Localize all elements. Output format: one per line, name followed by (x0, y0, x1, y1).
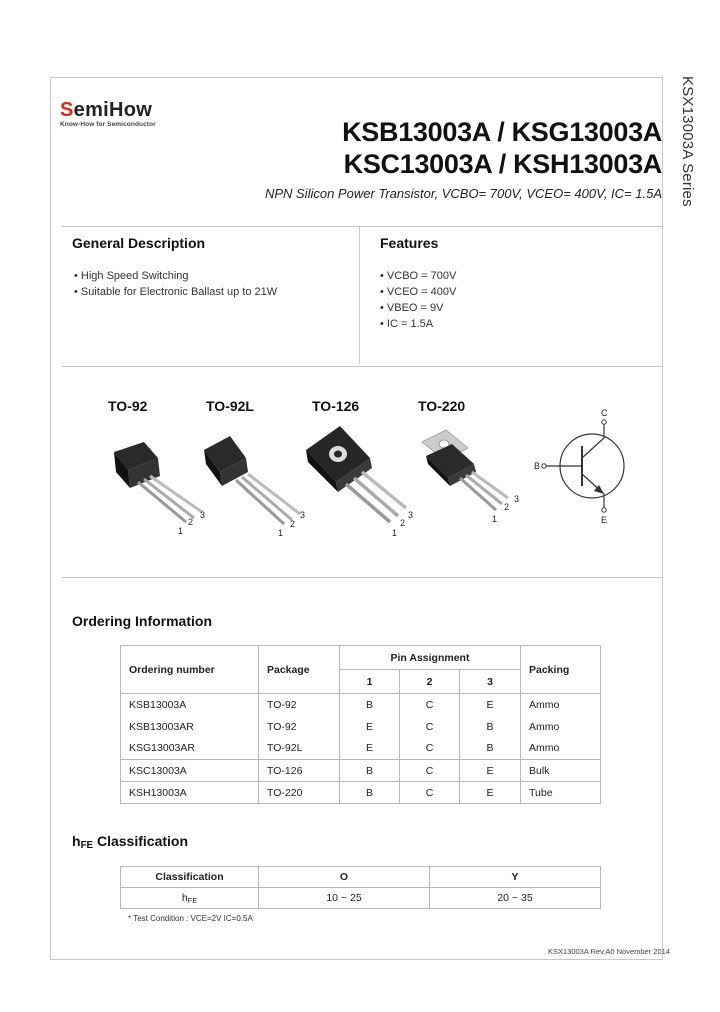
col-ordering-number: Ordering number (121, 646, 259, 694)
footer-revision: KSX13003A Rev.A0 November 2014 (547, 947, 670, 956)
cell: B (460, 738, 521, 760)
pin-label: 1 (392, 528, 398, 538)
cell: 20 ~ 35 (430, 888, 601, 909)
cell: E (460, 760, 521, 782)
package-label-to126: TO-126 (312, 398, 360, 414)
cell: E (340, 716, 400, 738)
col-package: Package (259, 646, 340, 694)
pin-label: 2 (400, 518, 406, 528)
collector-label: C (601, 408, 608, 418)
cell: 10 ~ 25 (259, 888, 430, 909)
cell: Bulk (521, 760, 601, 782)
cell: E (460, 782, 521, 804)
cell: KSC13003A (121, 760, 259, 782)
npn-transistor-symbol (530, 406, 630, 526)
cell: TO-126 (259, 760, 340, 782)
divider (62, 577, 663, 578)
to126-package-image (298, 420, 418, 538)
title-line-1: KSB13003A / KSG13003A (342, 117, 662, 147)
pin-label: 2 (504, 502, 510, 512)
part-subtitle: NPN Silicon Power Transistor, VCBO= 700V, VCEO= 400V, IC= 1.5A (264, 186, 662, 201)
hfe-table (120, 866, 601, 909)
col-y: Y (430, 867, 601, 888)
general-description-list (74, 268, 277, 300)
package-label-to92l: TO-92L (206, 398, 254, 414)
cell: E (460, 694, 521, 716)
col-pin2: 2 (400, 670, 460, 694)
pin-label: 3 (300, 510, 306, 520)
part-title (342, 116, 662, 180)
cell: C (400, 760, 460, 782)
table-row (121, 888, 601, 909)
to220-package-image (416, 426, 528, 526)
cell: KSB13003A (121, 694, 259, 716)
cell: TO-92 (259, 694, 340, 716)
cell: Ammo (521, 716, 601, 738)
cell: B (340, 782, 400, 804)
column-divider (359, 226, 360, 364)
col-o: O (259, 867, 430, 888)
pin-label: 1 (278, 528, 284, 538)
cell: Tube (521, 782, 601, 804)
test-condition-note: * Test Condition : VCE=2V IC=0.5A (128, 914, 253, 923)
cell: C (400, 738, 460, 760)
cell: TO-220 (259, 782, 340, 804)
list-item: • High Speed Switching (74, 270, 189, 282)
col-pin3: 3 (460, 670, 521, 694)
cell: B (340, 694, 400, 716)
pin-label: 3 (514, 494, 520, 504)
base-label: B (534, 461, 541, 471)
col-packing: Packing (521, 646, 601, 694)
emitter-label: E (601, 515, 608, 525)
cell: KSG13003AR (121, 738, 259, 760)
logo-tagline: Know-How for Semiconductor (60, 121, 156, 128)
table-row (121, 760, 601, 782)
general-description-heading: General Description (72, 235, 206, 251)
cell: TO-92 (259, 716, 340, 738)
pin-label: 3 (200, 510, 206, 520)
cell: B (340, 760, 400, 782)
title-line-2: KSC13003A / KSH13003A (343, 149, 662, 179)
cell: C (400, 716, 460, 738)
cell: Ammo (521, 738, 601, 760)
pin-label: 1 (178, 526, 184, 536)
pin-label: 3 (408, 510, 414, 520)
list-item: • VCEO = 400V (380, 286, 457, 298)
cell: $h_{FE}$ (121, 888, 259, 909)
cell: C (400, 694, 460, 716)
table-row (121, 716, 601, 738)
package-label-to92: TO-92 (108, 398, 148, 414)
features-list (380, 268, 456, 332)
col-pin-assignment: Pin Assignment (340, 646, 521, 670)
table-row (121, 694, 601, 716)
list-item: • IC = 1.5A (380, 318, 434, 330)
cell: C (400, 782, 460, 804)
cell: TO-92L (259, 738, 340, 760)
hfe-heading: $h_{FE}$ Classification (72, 833, 189, 851)
pin-label: 2 (290, 519, 296, 529)
pin-label: 2 (188, 517, 194, 527)
package-label-to220: TO-220 (418, 398, 466, 414)
semihow-logo: SemiHow Know-How for Semiconductor (60, 99, 156, 128)
list-item: • Suitable for Electronic Ballast up to 21W (74, 286, 278, 298)
cell: Ammo (521, 694, 601, 716)
table-row (121, 738, 601, 760)
cell: KSH13003A (121, 782, 259, 804)
list-item: • VBEO = 9V (380, 302, 444, 314)
ordering-table (120, 645, 601, 804)
divider (62, 366, 663, 367)
ordering-heading: Ordering Information (72, 613, 212, 629)
cell: B (460, 716, 521, 738)
list-item: • VCBO = 700V (380, 270, 457, 282)
features-heading: Features (380, 235, 439, 251)
cell: KSB13003AR (121, 716, 259, 738)
divider (62, 226, 663, 227)
series-side-title: KSX13003A Series (679, 76, 696, 207)
cell: E (340, 738, 400, 760)
table-row (121, 782, 601, 804)
pin-label: 1 (492, 514, 498, 524)
col-classification: Classification (121, 867, 259, 888)
col-pin1: 1 (340, 670, 400, 694)
